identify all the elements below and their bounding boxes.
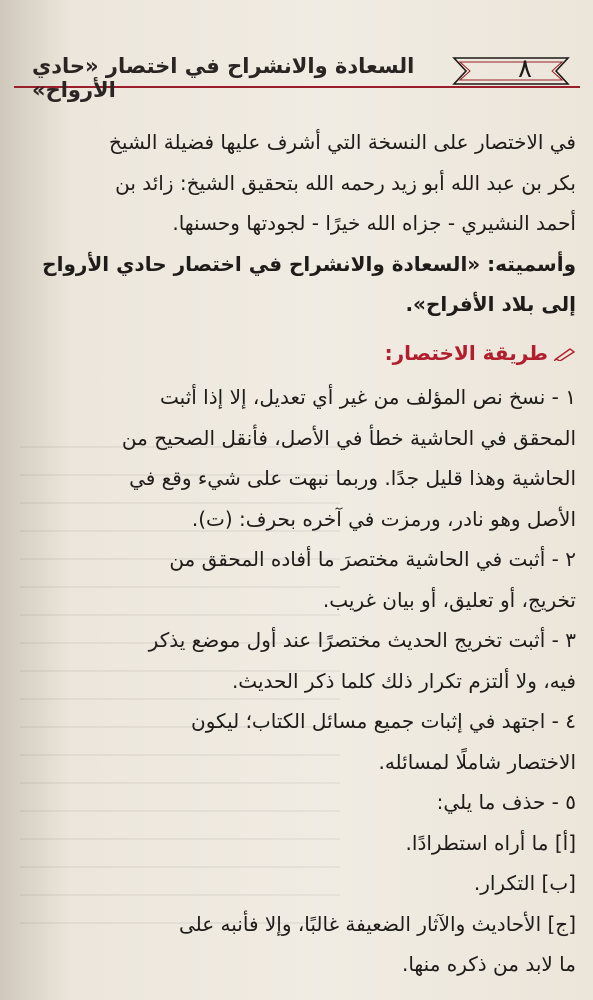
intro-line: في الاختصار على النسخة التي أشرف عليها فضيلة الشيخ [109, 130, 576, 154]
intro-line: بكر بن عبد الله أبو زيد رحمه الله بتحقيق الشيخ: زائد بن [115, 170, 576, 195]
list-item [20, 701, 576, 782]
item-line: ما لابد من ذكره منها. [401, 952, 576, 976]
body-text [20, 122, 576, 985]
list-item [20, 782, 576, 985]
intro-line: أحمد النشيري - جزاه الله خيرًا - لجودتها وحسنها. [172, 211, 576, 235]
item-line: ١ - نسخ نص المؤلف من غير أي تعديل، إلا إذا أثبت [160, 385, 576, 409]
list-item [20, 620, 576, 701]
list-item [20, 377, 576, 539]
item-line: الاختصار شاملًا لمسائله. [378, 749, 576, 774]
item-line: ٢ - أثبت في الحاشية مختصرَ ما أفاده المحقق من [169, 547, 576, 571]
item-line: الأصل وهو نادر، ورمزت في آخره بحرف: (ت). [191, 506, 576, 531]
page-number-ribbon-icon [452, 52, 570, 90]
item-line: المحقق في الحاشية خطأ في الأصل، فأنقل الصحيح من [121, 425, 576, 450]
section-heading [20, 333, 576, 374]
item-line: الحاشية وهذا قليل جدًا. وربما نبهت على شيء وقع في [129, 466, 576, 490]
item-line: فيه، ولا ألتزم تكرار ذلك كلما ذكر الحديث. [231, 668, 576, 693]
section-heading-text: طريقة الاختصار: [384, 340, 548, 365]
item-line: ٤ - اجتهد في إثبات جميع مسائل الكتاب؛ ليكون [191, 709, 576, 733]
item-line: [ج] الأحاديث والآثار الضعيفة غالبًا، وإلا فأنبه على [178, 911, 576, 936]
pen-icon [554, 347, 576, 361]
list-item [20, 539, 576, 620]
item-line: [أ] ما أراه استطرادًا. [405, 830, 576, 855]
item-line: ٥ - حذف ما يلي: [436, 790, 576, 814]
item-line: ٣ - أثبت تخريج الحديث مختصرًا عند أول موضع يذكر [148, 628, 576, 652]
item-line: [ب] التكرار. [473, 871, 576, 895]
intro-line: وأسميته: «السعادة والانشراح في اختصار حادي الأرواح [42, 251, 576, 276]
page-header [14, 46, 580, 102]
running-title: السعادة والانشراح في اختصار «حادي الأرواح» [32, 54, 415, 102]
page-number: ٨ [518, 54, 532, 84]
item-line: تخريج، أو تعليق، أو بيان غريب. [322, 587, 576, 612]
intro-line: إلى بلاد الأفراح». [405, 292, 576, 316]
